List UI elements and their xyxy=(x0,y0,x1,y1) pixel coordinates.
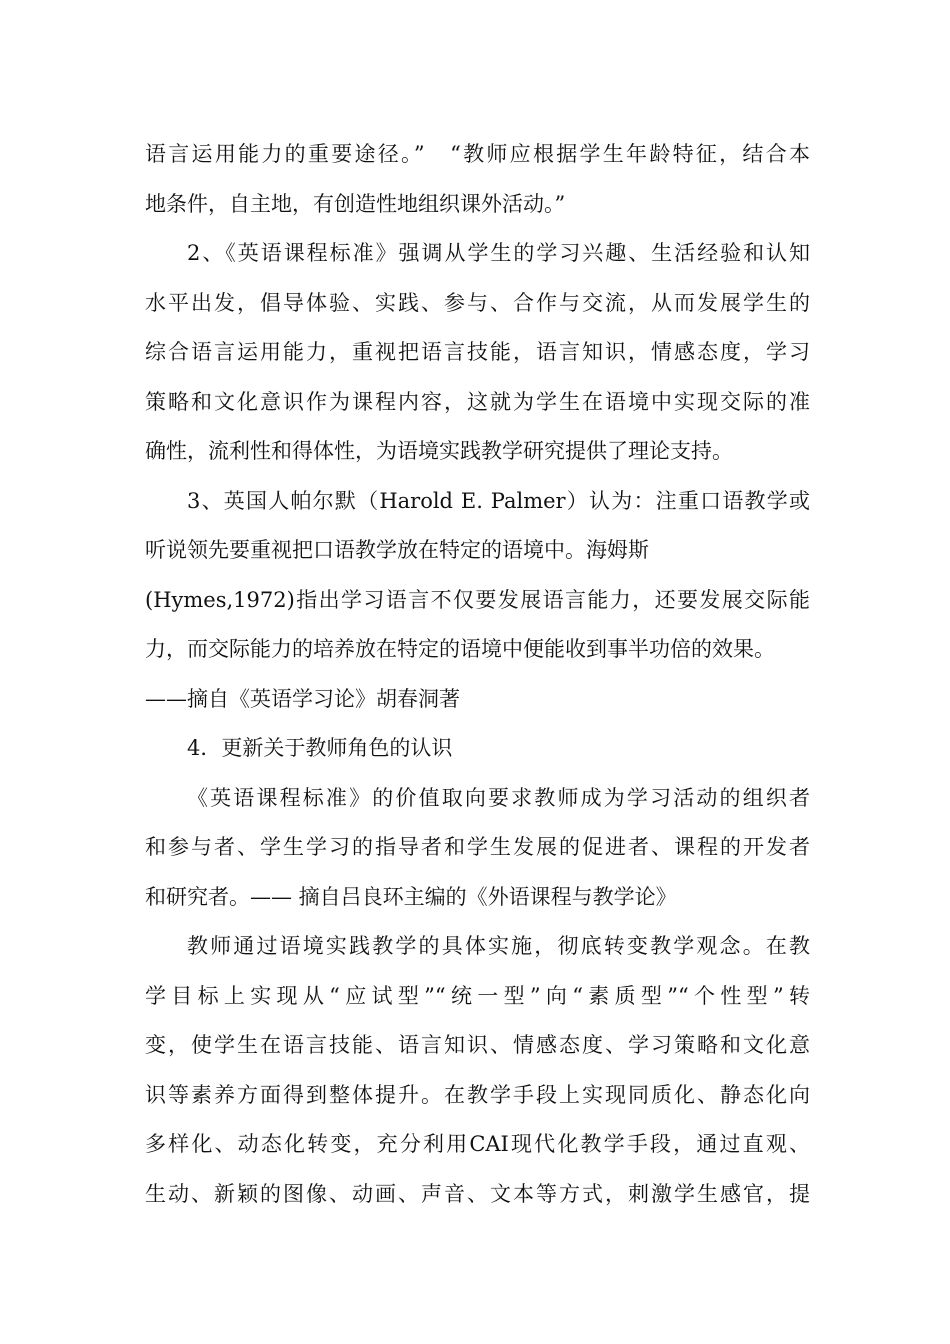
text-line: 生动、新颖的图像、动画、声音、文本等方式，刺激学生感官，提 xyxy=(145,1181,810,1206)
text-line: 策略和文化意识作为课程内容，这就为学生在语境中实现交际的准 xyxy=(145,389,810,414)
section-heading: 4．更新关于教师角色的认识 xyxy=(187,736,453,760)
text-line: 学目标上实现从“应试型”“统一型”向“素质型”“个性型”转 xyxy=(145,983,810,1008)
text-line: 语言运用能力的重要途径。” “教师应根据学生年龄特征，结合本 xyxy=(145,142,810,166)
paragraph-start-line: 2、《英语课程标准》强调从学生的学习兴趣、生活经验和认知 xyxy=(187,241,810,265)
text-line: 和参与者、学生学习的指导者和学生发展的促进者、课程的开发者 xyxy=(145,835,810,859)
text-line: 识等素养方面得到整体提升。在教学手段上实现同质化、静态化向 xyxy=(145,1082,810,1107)
paragraph-start-line: 教师通过语境实践教学的具体实施，彻底转变教学观念。在教 xyxy=(187,934,810,958)
text-line: 多样化、动态化转变，充分利用CAI现代化教学手段，通过直观、 xyxy=(145,1132,810,1156)
text-line: 水平出发，倡导体验、实践、参与、合作与交流，从而发展学生的 xyxy=(145,290,810,315)
citation-line: ——摘自《英语学习论》胡春洞著 xyxy=(145,686,460,711)
text-line: (Hymes,1972)指出学习语言不仅要发展语言能力，还要发展交际能 xyxy=(145,587,810,612)
document-body xyxy=(145,130,810,1219)
text-line: 力，而交际能力的培养放在特定的语境中便能收到事半功倍的效果。 xyxy=(145,637,775,661)
text-line: 综合语言运用能力，重视把语言技能，语言知识，情感态度，学习 xyxy=(145,340,810,364)
text-line: 变，使学生在语言技能、语言知识、情感态度、学习策略和文化意 xyxy=(145,1033,810,1057)
text-line: 确性，流利性和得体性，为语境实践教学研究提供了理论支持。 xyxy=(145,439,733,463)
text-line: 听说领先要重视把口语教学放在特定的语境中。海姆斯 xyxy=(145,538,649,562)
paragraph-start-line: 3、英国人帕尔默（Harold E. Palmer）认为：注重口语教学或 xyxy=(187,488,810,513)
text-line: 地条件，自主地，有创造性地组织课外活动。” xyxy=(145,191,566,216)
paragraph-start-line: 《英语课程标准》的价值取向要求教师成为学习活动的组织者 xyxy=(187,785,810,810)
citation-line: 和研究者。—— 摘自吕良环主编的《外语课程与教学论》 xyxy=(145,884,677,909)
